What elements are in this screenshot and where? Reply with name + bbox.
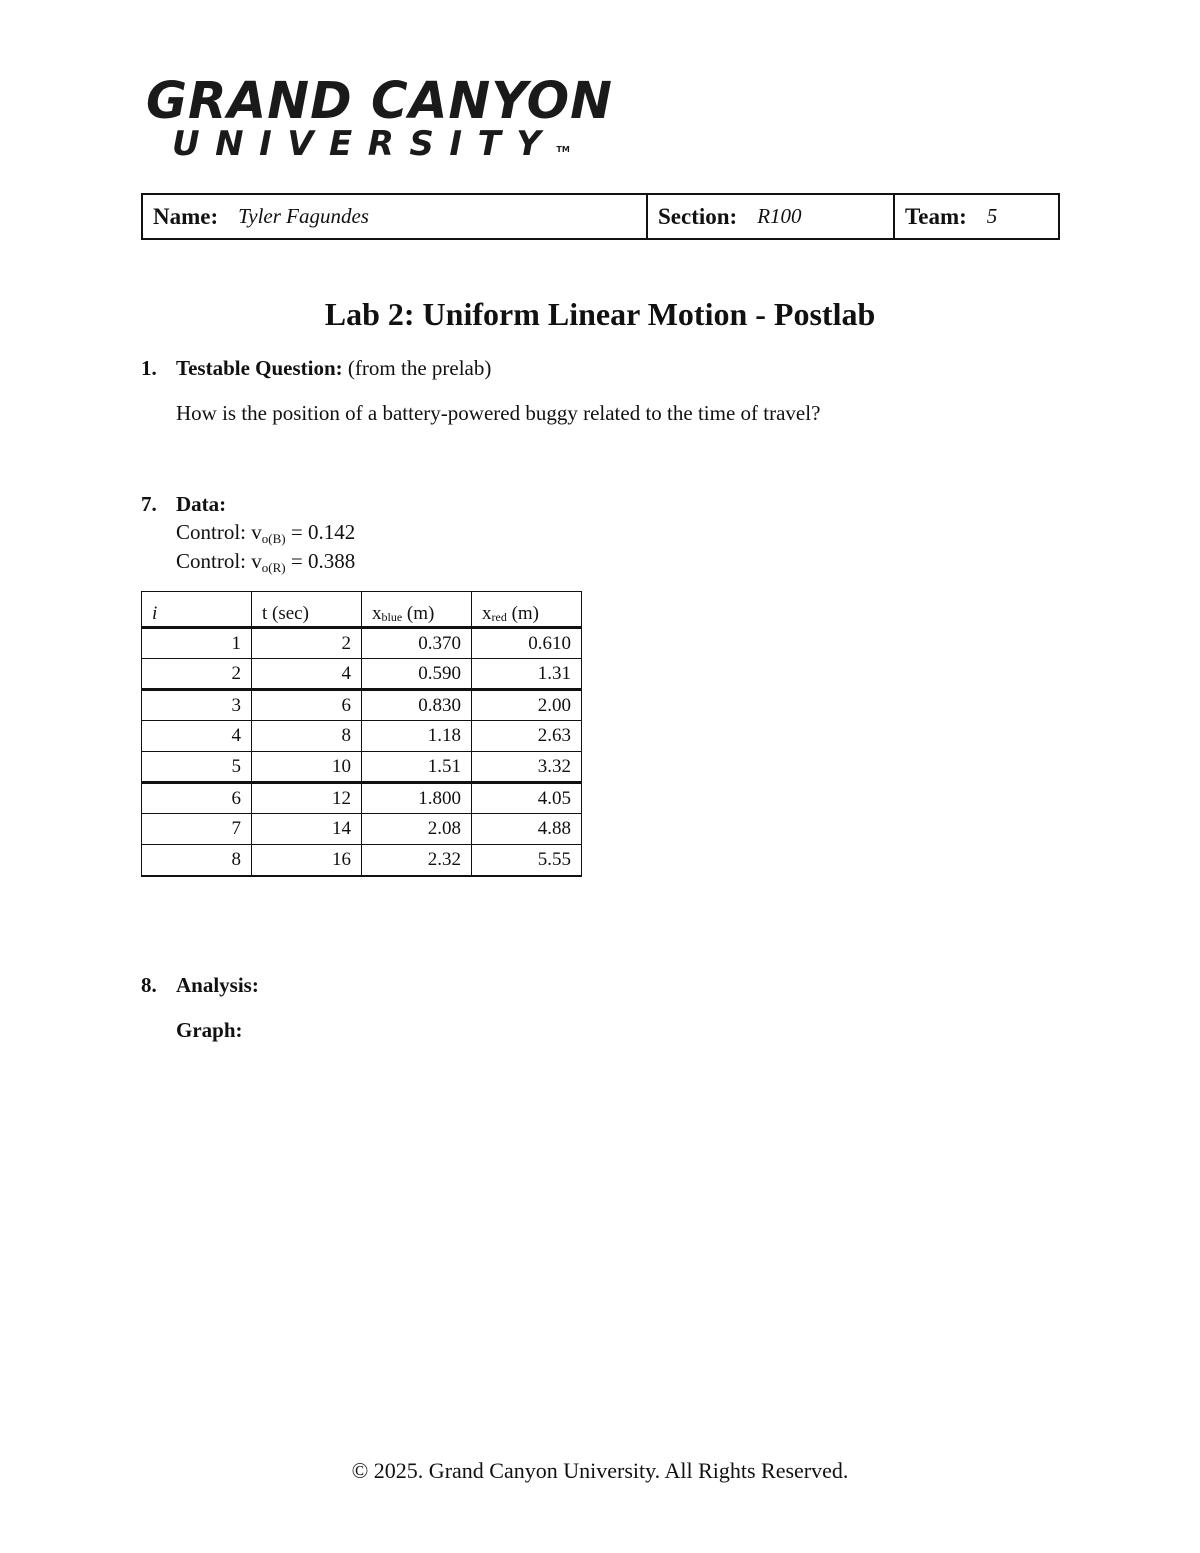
header-i: i [142, 592, 252, 628]
name-label: Name: [153, 203, 219, 229]
copyright-footer: © 2025. Grand Canyon University. All Rights Reserved. [351, 1458, 849, 1483]
cell-xred: 4.88 [472, 814, 582, 845]
header-xblue-sub: blue [381, 610, 403, 624]
section-label: Section: [658, 203, 738, 229]
cell-t: 8 [252, 721, 362, 752]
header-xred [472, 592, 582, 628]
cell-xred: 3.32 [472, 752, 582, 783]
header-xred-unit: (m) [511, 603, 540, 624]
cell-t: 10 [252, 752, 362, 783]
control-blue-var: v [251, 520, 262, 544]
q1-number: 1. [141, 356, 157, 380]
cell-i: 7 [142, 814, 252, 845]
q1-heading [176, 356, 491, 381]
team-value: 5 [986, 204, 998, 228]
q1-label: Testable Question: [176, 356, 343, 380]
control-blue-sub: o(B) [261, 531, 286, 546]
cell-xblue: 0.370 [362, 628, 472, 659]
control-red-var: v [251, 549, 262, 573]
table-row [142, 814, 582, 845]
table-header-row [142, 592, 582, 628]
data-table [141, 591, 582, 877]
cell-i: 3 [142, 690, 252, 721]
cell-xblue: 1.800 [362, 783, 472, 814]
control-red-sub: o(R) [261, 560, 286, 575]
gcu-logo [146, 70, 614, 164]
cell-i: 1 [142, 628, 252, 659]
header-xblue [362, 592, 472, 628]
control-blue-line [176, 520, 355, 547]
control-blue-value: = 0.142 [290, 520, 356, 544]
table-row [142, 659, 582, 690]
cell-xred: 1.31 [472, 659, 582, 690]
cell-xblue: 2.32 [362, 845, 472, 876]
control-red-value: = 0.388 [290, 549, 356, 573]
q8-label: Analysis: [176, 973, 259, 997]
logo-line-2-text: UNIVERSITY [172, 124, 557, 164]
team-cell [893, 195, 1058, 238]
logo-trademark: TM [556, 145, 570, 154]
cell-xblue: 0.830 [362, 690, 472, 721]
section-value: R100 [757, 204, 802, 228]
cell-i: 5 [142, 752, 252, 783]
q1-question-text: How is the position of a battery-powered buggy related to the time of travel? [176, 401, 821, 425]
cell-t: 4 [252, 659, 362, 690]
q7-number: 7. [141, 492, 157, 516]
name-cell [143, 195, 646, 238]
control-red-line [176, 549, 355, 576]
student-info-table [141, 193, 1060, 240]
cell-xred: 5.55 [472, 845, 582, 876]
table-row [142, 628, 582, 659]
q7-label: Data: [176, 492, 227, 516]
cell-xblue: 1.51 [362, 752, 472, 783]
cell-xred: 0.610 [472, 628, 582, 659]
page-title: Lab 2: Uniform Linear Motion - Postlab [324, 296, 876, 332]
table-row [142, 690, 582, 721]
header-xred-var: x [482, 603, 492, 624]
table-row [142, 783, 582, 814]
team-label: Team: [905, 203, 967, 229]
control-red-label: Control: [176, 549, 247, 573]
q1-note: (from the prelab) [347, 356, 492, 380]
control-blue-label: Control: [176, 520, 247, 544]
cell-xred: 4.05 [472, 783, 582, 814]
header-xblue-var: x [372, 603, 382, 624]
graph-label: Graph: [176, 1018, 243, 1042]
q8-number: 8. [141, 973, 157, 997]
cell-xred: 2.63 [472, 721, 582, 752]
cell-i: 6 [142, 783, 252, 814]
cell-t: 2 [252, 628, 362, 659]
cell-xblue: 0.590 [362, 659, 472, 690]
cell-t: 16 [252, 845, 362, 876]
logo-line-1: GRAND CANYON [146, 70, 614, 131]
section-cell [646, 195, 893, 238]
table-row [142, 721, 582, 752]
table-row [142, 845, 582, 876]
cell-i: 4 [142, 721, 252, 752]
logo-line-2 [172, 124, 570, 164]
cell-t: 6 [252, 690, 362, 721]
cell-t: 14 [252, 814, 362, 845]
cell-t: 12 [252, 783, 362, 814]
cell-xblue: 2.08 [362, 814, 472, 845]
cell-xblue: 1.18 [362, 721, 472, 752]
cell-i: 2 [142, 659, 252, 690]
header-xblue-unit: (m) [406, 603, 435, 624]
header-t: t (sec) [252, 592, 362, 628]
table-row [142, 752, 582, 783]
cell-xred: 2.00 [472, 690, 582, 721]
cell-i: 8 [142, 845, 252, 876]
name-value: Tyler Fagundes [238, 204, 369, 228]
header-xred-sub: red [491, 610, 507, 624]
